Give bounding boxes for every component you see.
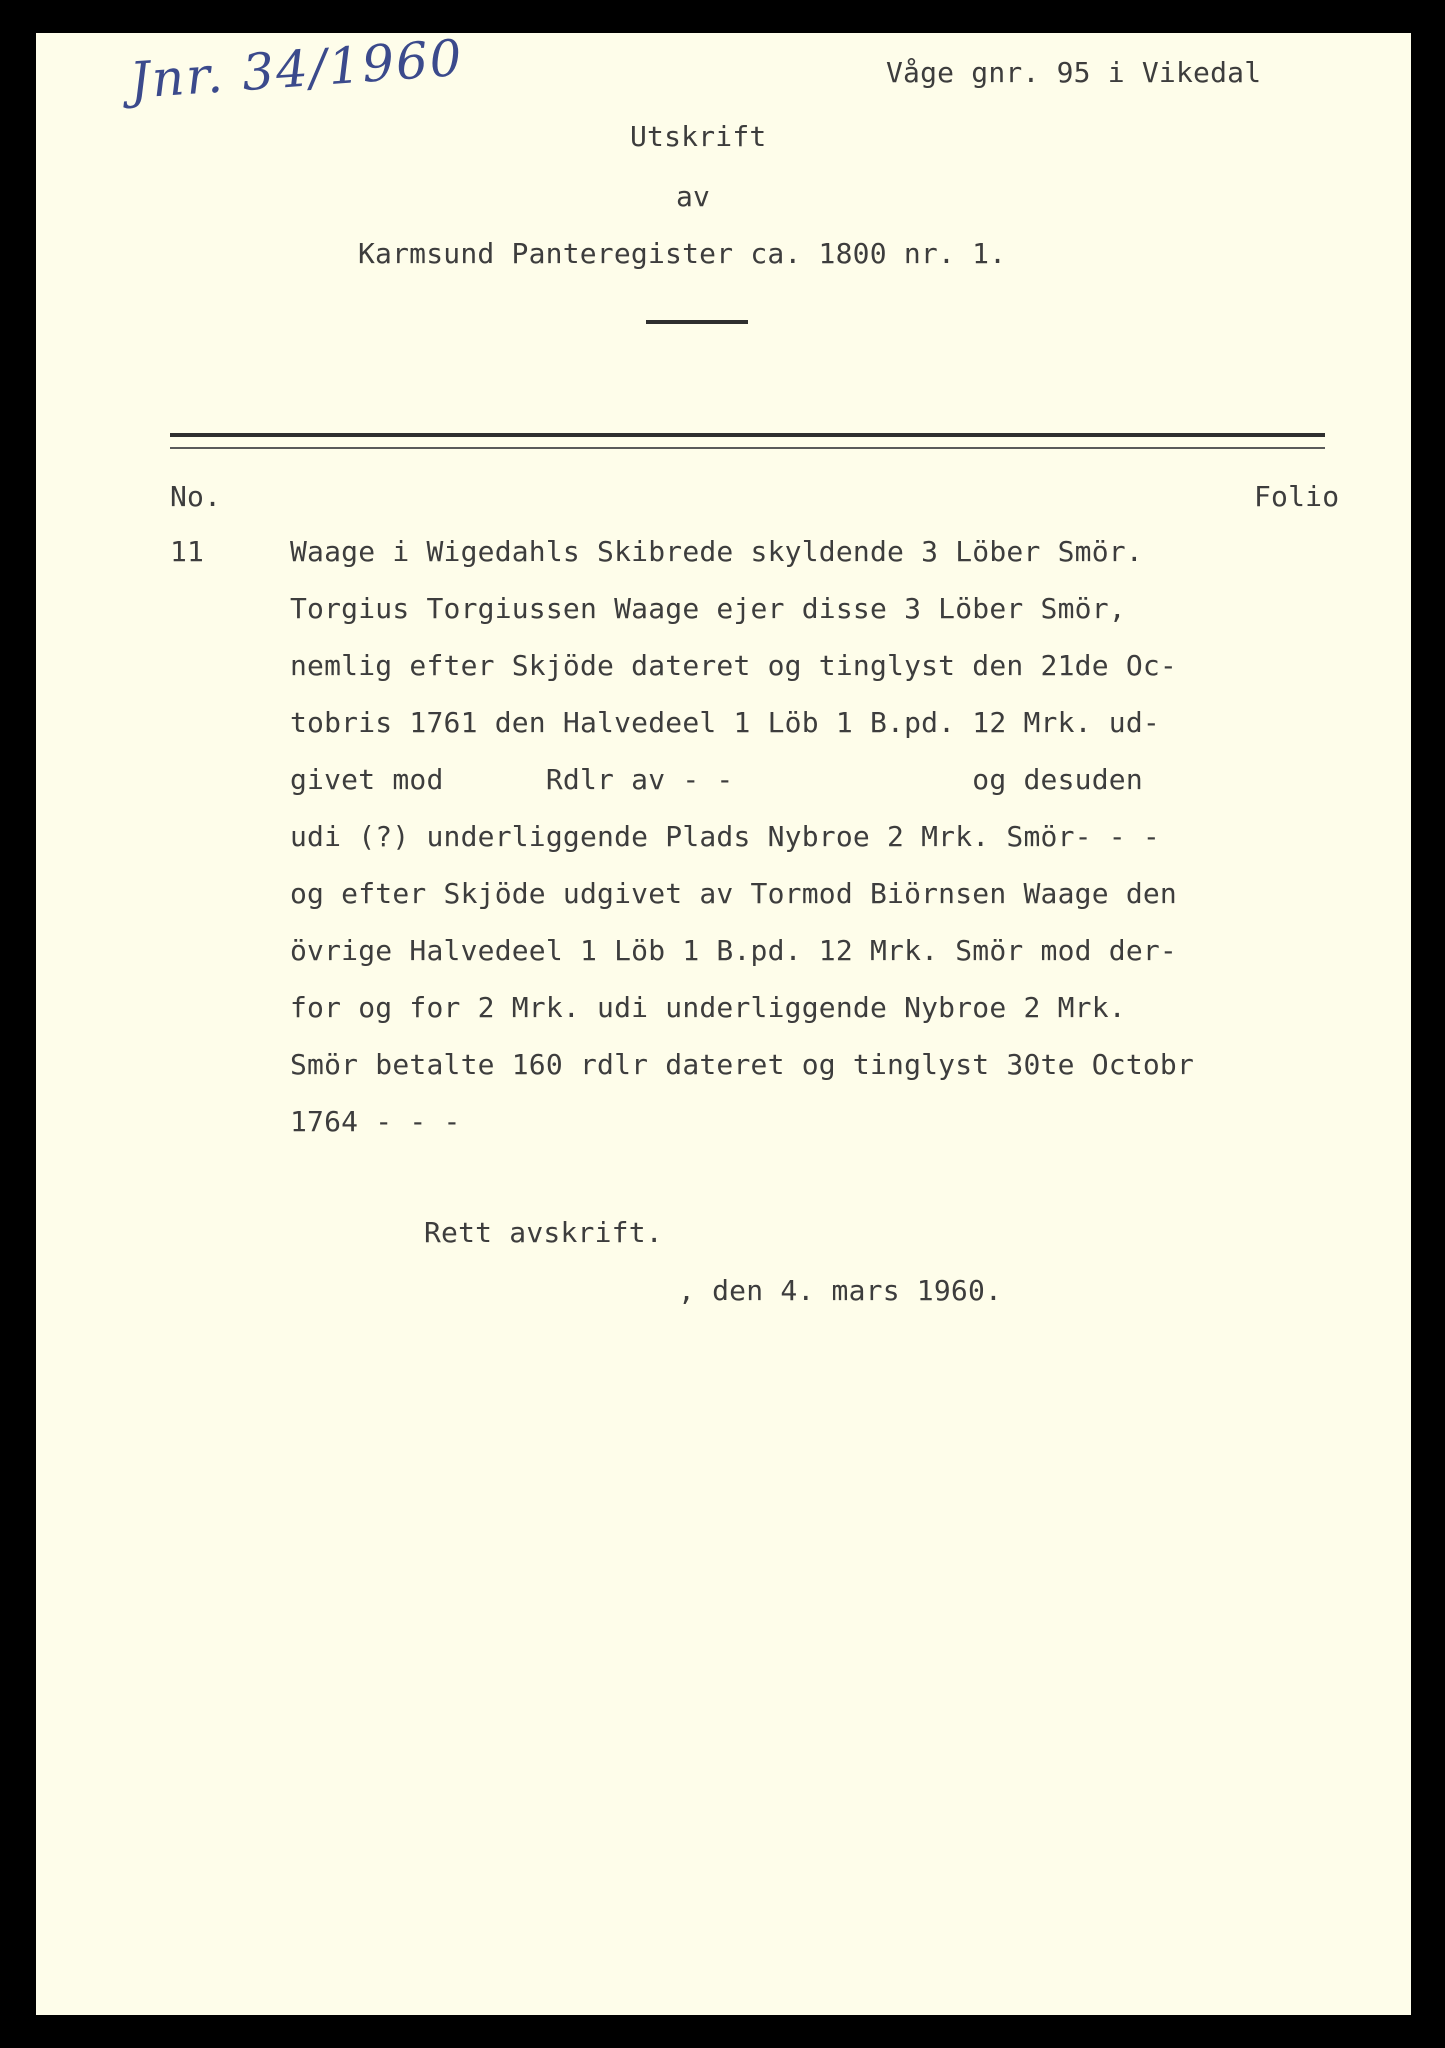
section-rule-top <box>170 433 1325 437</box>
title-underline <box>646 320 748 324</box>
section-rule-bottom <box>170 447 1325 449</box>
entry-line: givet mod Rdlr av - - og desuden <box>290 763 1143 796</box>
location-heading: Våge gnr. 95 i Vikedal <box>886 56 1262 89</box>
column-no-label: No. <box>170 480 222 513</box>
entry-line: tobris 1761 den Halvedeel 1 Löb 1 B.pd. 12 Mrk. ud- <box>290 706 1160 739</box>
date-line: , den 4. mars 1960. <box>678 1274 1003 1307</box>
entry-line: 1764 - - - <box>290 1105 461 1138</box>
title-line-3: Karmsund Panteregister ca. 1800 nr. 1. <box>358 237 1007 270</box>
entry-line: övrige Halvedeel 1 Löb 1 B.pd. 12 Mrk. Smör mod der- <box>290 934 1177 967</box>
entry-line: Smör betalte 160 rdlr dateret og tinglyst 30te Octobr <box>290 1048 1195 1081</box>
title-line-2: av <box>676 180 711 213</box>
entry-line: for og for 2 Mrk. udi underliggende Nybroe 2 Mrk. <box>290 991 1126 1024</box>
column-folio-label: Folio <box>1254 480 1340 513</box>
entry-line: og efter Skjöde udgivet av Tormod Biörnsen Waage den <box>290 877 1177 910</box>
entry-line: udi (?) underliggende Plads Nybroe 2 Mrk. Smör- - - <box>290 820 1160 853</box>
certification-text: Rett avskrift. <box>424 1216 663 1249</box>
title-line-1: Utskrift <box>630 120 767 153</box>
entry-line: nemlig efter Skjöde dateret og tinglyst den 21de Oc- <box>290 649 1177 682</box>
entry-line: Torgius Torgiussen Waage ejer disse 3 Löber Smör, <box>290 592 1126 625</box>
entry-line: Waage i Wigedahls Skibrede skyldende 3 Löber Smör. <box>290 535 1143 568</box>
handwritten-reference: Jnr. 34/1960 <box>127 28 466 110</box>
entry-number: 11 <box>170 535 205 568</box>
